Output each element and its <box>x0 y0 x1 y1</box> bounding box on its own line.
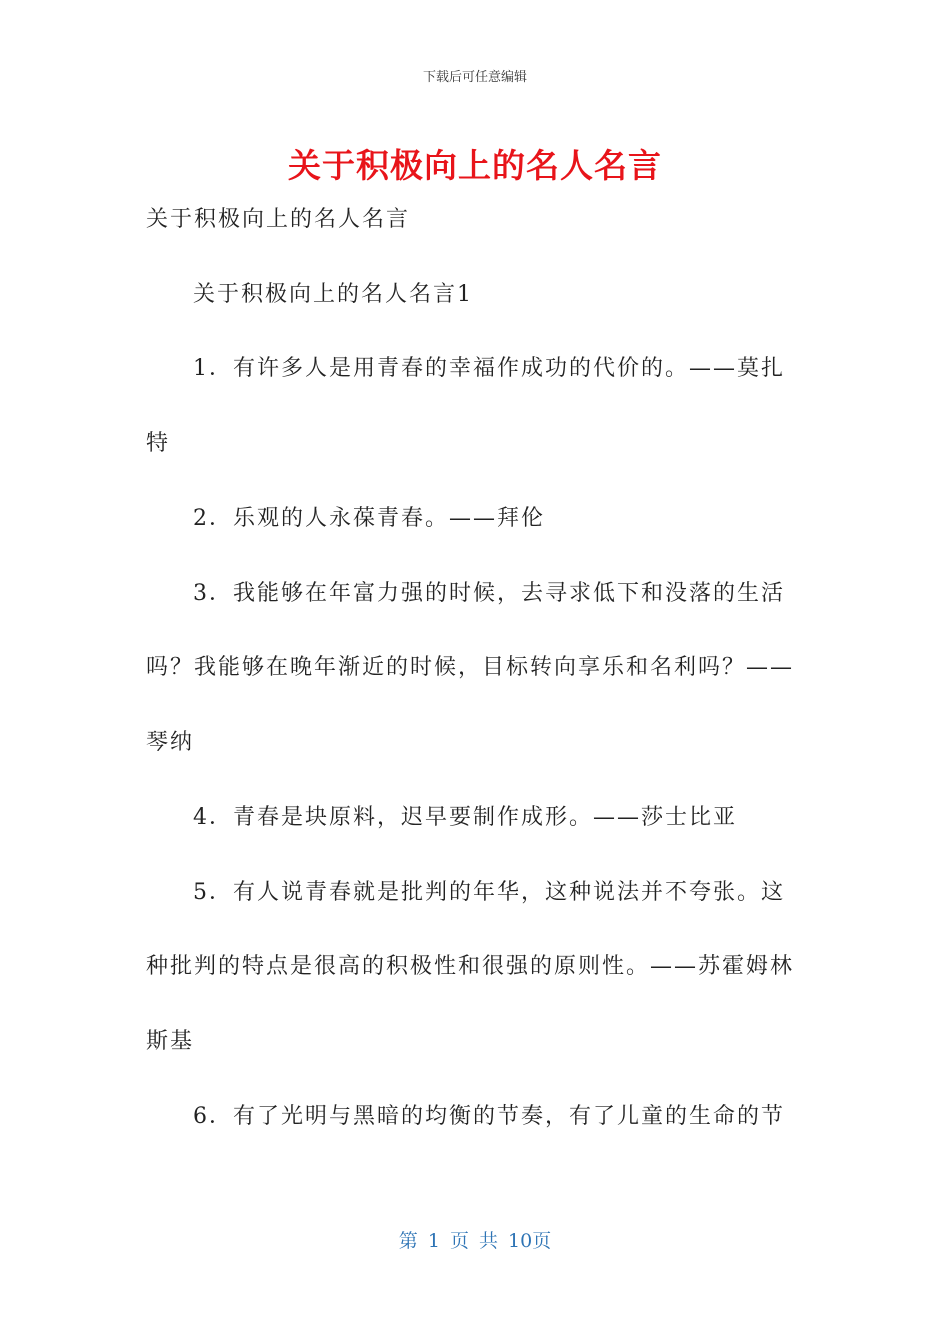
quote-line: 特 <box>146 431 171 456</box>
quote-line: 3．我能够在年富力强的时候，去寻求低下和没落的生活 <box>193 581 785 606</box>
section-heading: 关于积极向上的名人名言1 <box>193 282 473 307</box>
subtitle-line: 关于积极向上的名人名言 <box>146 207 411 232</box>
page-number-footer: 第 1 页 共 10页 <box>398 1230 552 1252</box>
quote-line: 琴纳 <box>146 730 195 755</box>
quote-line: 6．有了光明与黑暗的均衡的节奏，有了儿童的生命的节 <box>193 1104 785 1129</box>
quote-line: 种批判的特点是很高的积极性和很强的原则性。——苏霍姆林 <box>146 954 795 979</box>
quote-line: 1．有许多人是用青春的幸福作成功的代价的。——莫扎 <box>193 356 785 381</box>
document-title: 关于积极向上的名人名言 <box>288 146 662 185</box>
quote-line: 4．青春是块原料，迟早要制作成形。——莎士比亚 <box>193 805 737 830</box>
quote-line: 5．有人说青春就是批判的年华，这种说法并不夸张。这 <box>193 880 785 905</box>
quote-line: 吗？我能够在晚年渐近的时候，目标转向享乐和名利吗？—— <box>146 655 795 680</box>
quote-line: 2．乐观的人永葆青春。——拜伦 <box>193 506 545 531</box>
page-header-note: 下载后可任意编辑 <box>422 70 527 85</box>
quote-line: 斯基 <box>146 1029 195 1054</box>
